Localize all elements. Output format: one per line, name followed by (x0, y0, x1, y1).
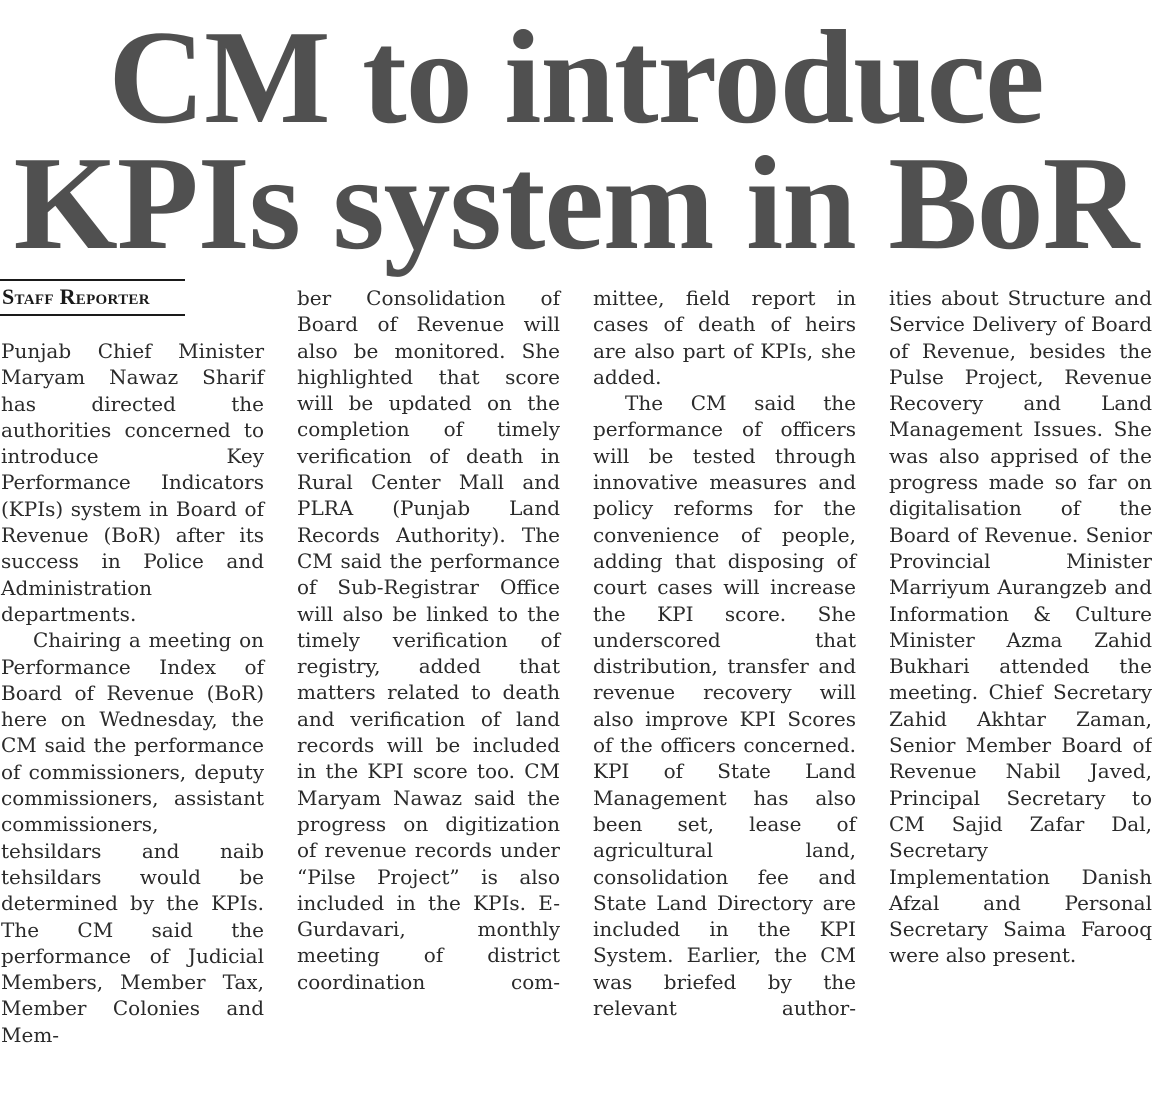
article-column-3 (593, 285, 856, 1021)
headline-line-2: KPIs system in BoR (13, 129, 1139, 277)
column-2-paragraph-1: ber Consolidation of Board of Revenue will also be monitored. She highlighted that score will be updated on the completion of timely verification of death in Rural Center Mall and PLRA (Punjab Land Records Authority). The CM said the performance of Sub-Registrar Office will also be linked to the timely verification of registry, added that matters related to death and verification of land records will be included in the KPI score too. CM Maryam Nawaz said the progress on digitization of revenue records under “Pilse Project” is also included in the KPIs. E-Gurdavari, monthly meeting of district coordination com- (297, 286, 560, 994)
article-column-2 (297, 285, 560, 995)
article-column-4 (889, 285, 1152, 969)
column-3-paragraph-1: mittee, field report in cases of death of heirs are also part of KPIs, she added. (593, 286, 856, 389)
headline-line-1: CM to introduce (108, 3, 1044, 151)
byline: Staff Reporter (0, 279, 185, 316)
column-3-paragraph-2: The CM said the performance of officers will be tested through innovative measures and policy reforms for the convenience of people, adding that disposing of court cases will increase the KPI score. She underscored that distribution, transfer and revenue recovery will also improve KPI Scores of the officers concerned. KPI of State Land Management has also been set, lease of agricultural land, consolidation fee and State Land Directory are included in the KPI System. Earlier, the CM was briefed by the relevant author- (593, 391, 856, 1021)
column-1-paragraph-1: Punjab Chief Minister Maryam Nawaz Sharif has directed the authorities concerned to introduce Key Performance Indicators (KPIs) system in Board of Revenue (BoR) after its success in Police and Administration departments. (1, 339, 264, 626)
column-1-paragraph-2: Chairing a meeting on Performance Index of Board of Revenue (BoR) here on Wednesday, the CM said the performance of commissioners, deputy commissioners, assistant commissioners, tehsildars and naib tehsildars would be determined by the KPIs. The CM said the performance of Judicial Members, Member Tax, Member Colonies and Mem- (1, 628, 264, 1047)
column-4-paragraph-1: ities about Structure and Service Delivery of Board of Revenue, besides the Pulse Project, Revenue Recovery and Land Management Issues. She was also apprised of the progress made so far on digitalisation of the Board of Revenue. Senior Provincial Minister Marriyum Aurangzeb and Information & Culture Minister Azma Zahid Bukhari attended the meeting. Chief Secretary Zahid Akhtar Zaman, Senior Member Board of Revenue Nabil Javed, Principal Secretary to CM Sajid Zafar Dal, Secretary Implementation Danish Afzal and Personal Secretary Saima Farooq were also present. (889, 286, 1152, 968)
article-column-1 (1, 338, 264, 1048)
headline (0, 3, 1152, 277)
